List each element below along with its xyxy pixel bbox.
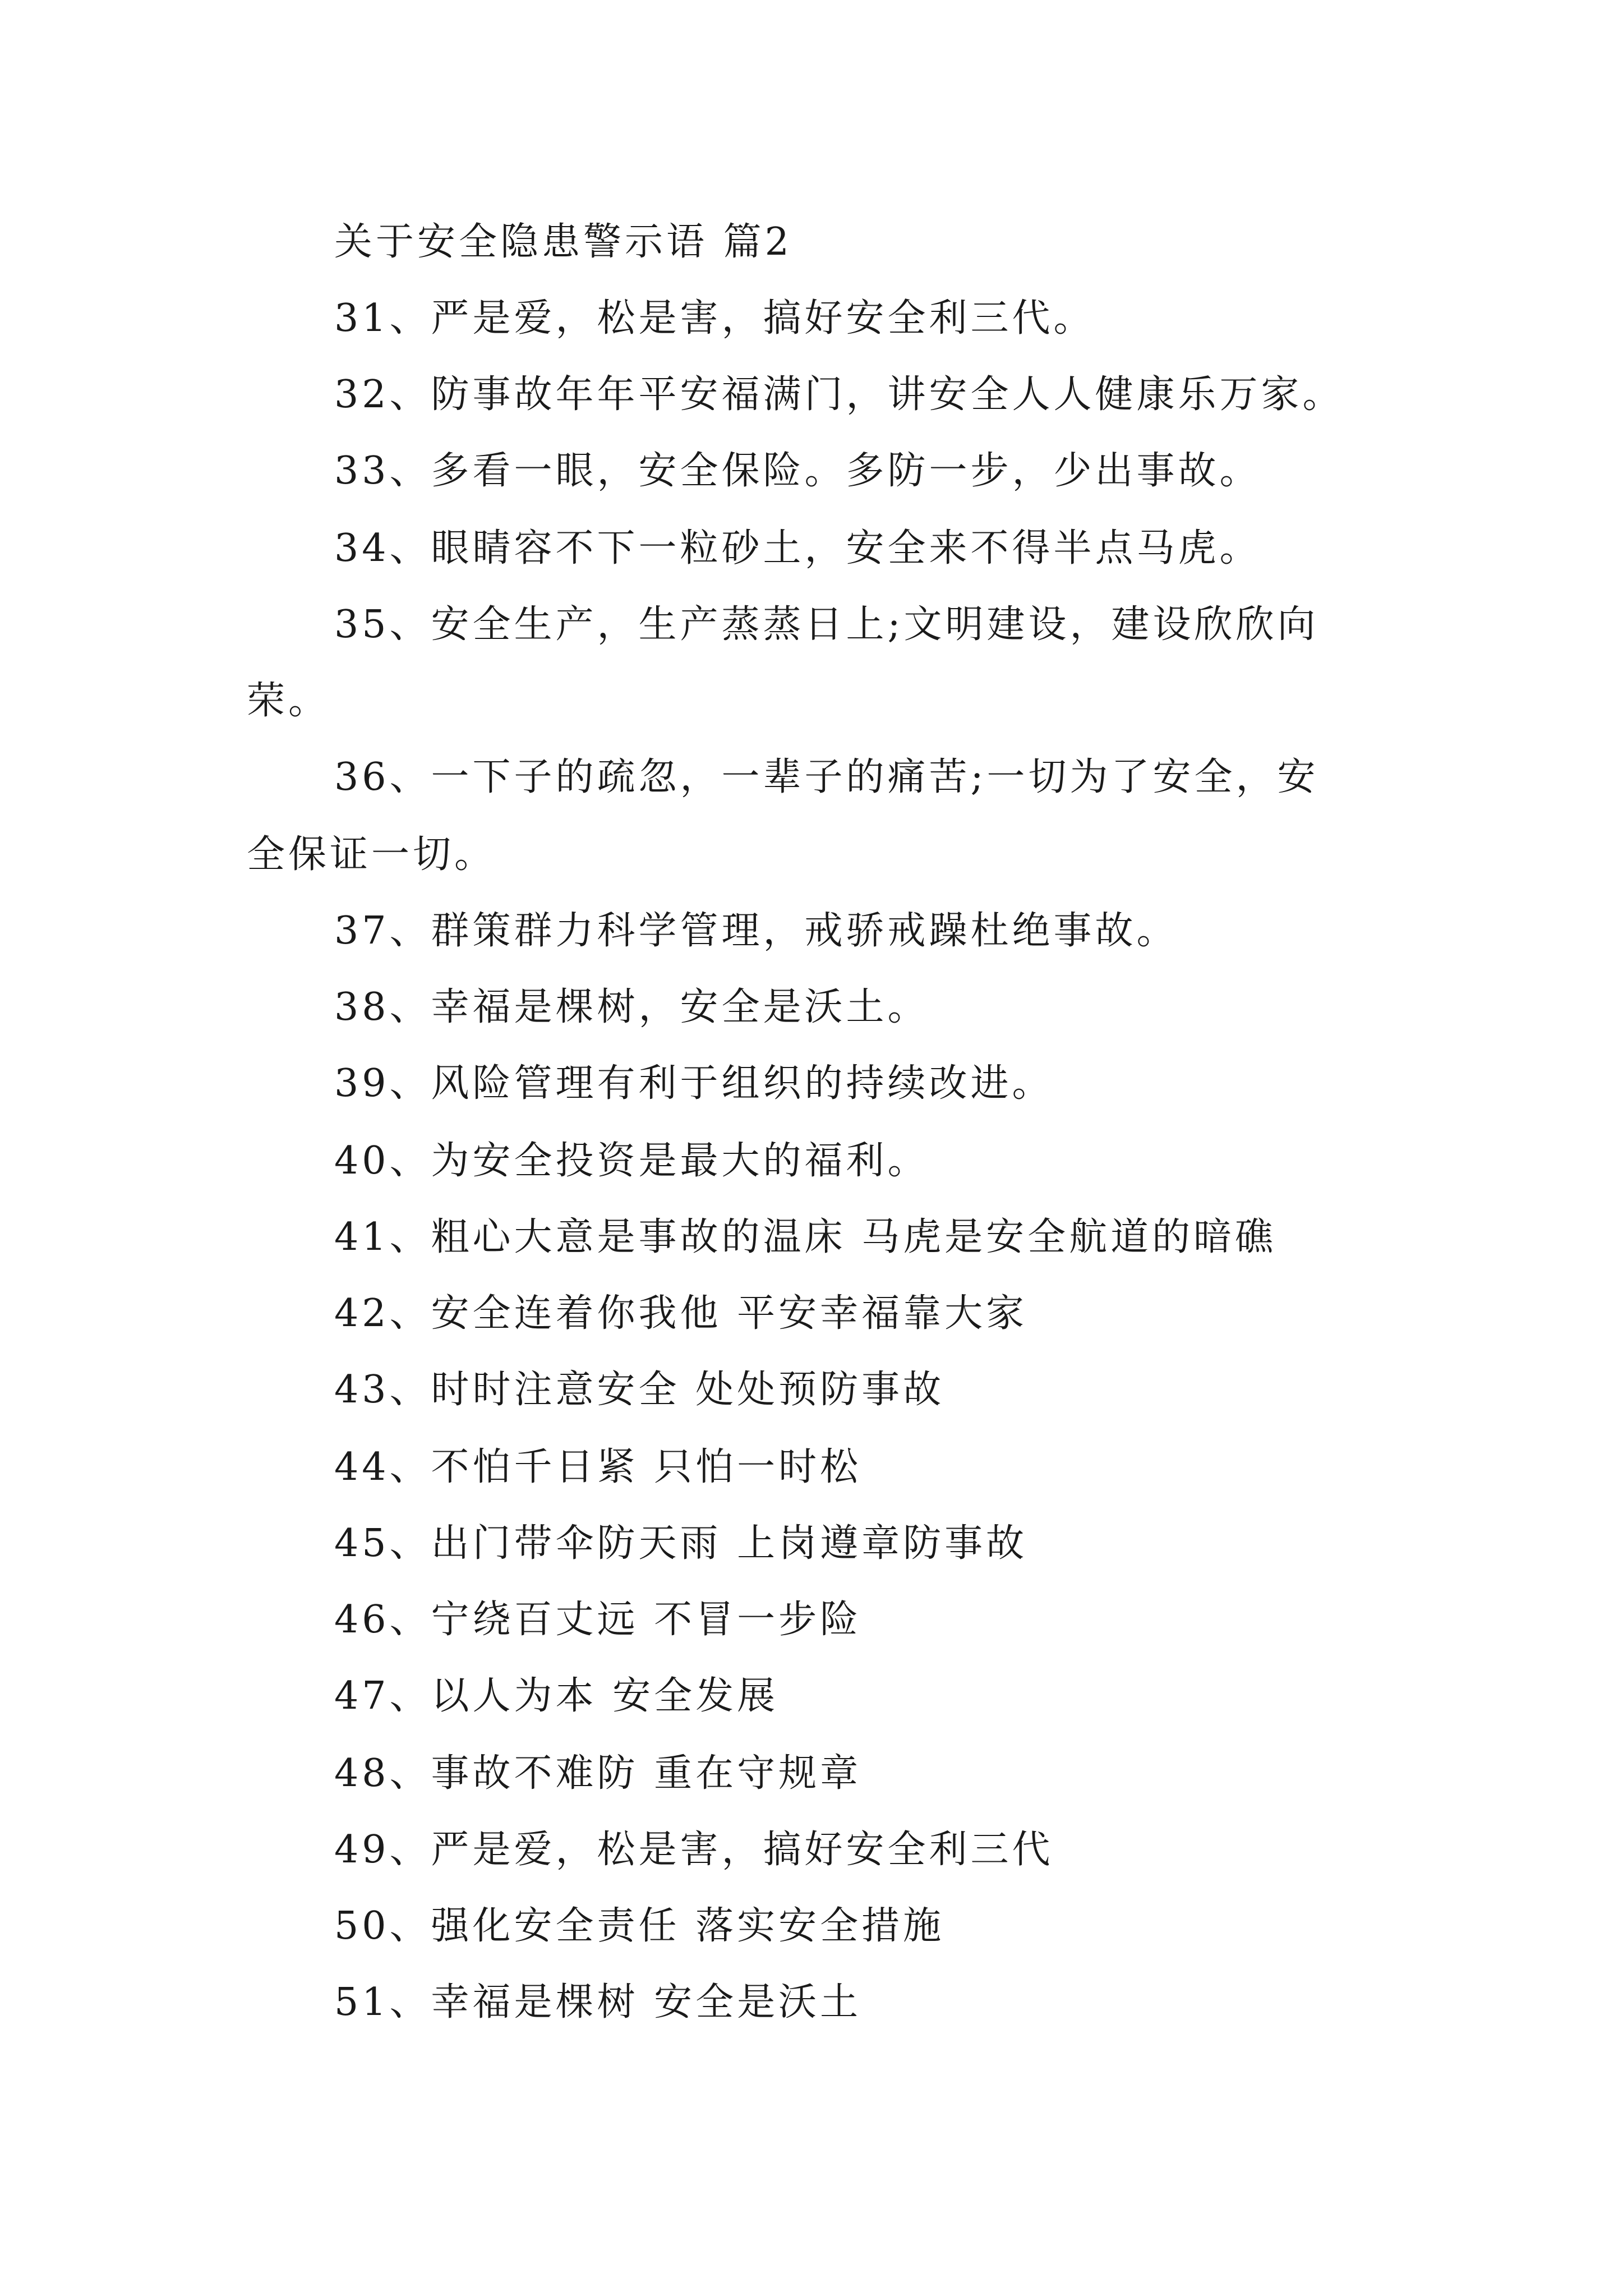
list-item: 43、时时注意安全 处处预防事故 — [334, 1368, 945, 1412]
list-item: 33、多看一眼，安全保险。多防一步，少出事故。 — [334, 449, 1261, 493]
list-item: 41、粗心大意是事故的温床 马虎是安全航道的暗礁 — [334, 1215, 1277, 1259]
document-heading: 关于安全隐患警示语 篇2 — [334, 220, 792, 264]
list-item: 38、幸福是棵树，安全是沃土。 — [334, 985, 929, 1029]
list-item: 44、不怕千日紧 只怕一时松 — [334, 1445, 862, 1489]
list-item: 42、安全连着你我他 平安幸福靠大家 — [334, 1291, 1028, 1336]
list-item: 34、眼睛容不下一粒砂土，安全来不得半点马虎。 — [334, 526, 1261, 570]
list-item: 31、严是爱，松是害，搞好安全利三代。 — [334, 296, 1095, 341]
list-item: 45、出门带伞防天雨 上岗遵章防事故 — [334, 1521, 1028, 1566]
list-item: 50、强化安全责任 落实安全措施 — [334, 1904, 945, 1948]
list-item: 40、为安全投资是最大的福利。 — [334, 1139, 929, 1183]
list-item: 37、群策群力科学管理，戒骄戒躁杜绝事故。 — [334, 909, 1178, 953]
list-item: 48、事故不难防 重在守规章 — [334, 1751, 862, 1796]
list-item-continuation: 全保证一切。 — [247, 832, 496, 877]
list-item: 47、以人为本 安全发展 — [334, 1674, 779, 1718]
list-item: 35、安全生产，生产蒸蒸日上;文明建设，建设欣欣向 — [334, 602, 1319, 647]
list-item: 32、防事故年年平安福满门，讲安全人人健康乐万家。 — [334, 372, 1344, 417]
list-item-continuation: 荣。 — [247, 679, 330, 723]
list-item: 49、严是爱，松是害，搞好安全利三代 — [334, 1828, 1054, 1872]
list-item: 46、宁绕百丈远 不冒一步险 — [334, 1598, 862, 1642]
list-item: 51、幸福是棵树 安全是沃土 — [334, 1980, 862, 2024]
list-item: 36、一下子的疏忽，一辈子的痛苦;一切为了安全，安 — [334, 755, 1319, 799]
list-item: 39、风险管理有利于组织的持续改进。 — [334, 1061, 1054, 1106]
